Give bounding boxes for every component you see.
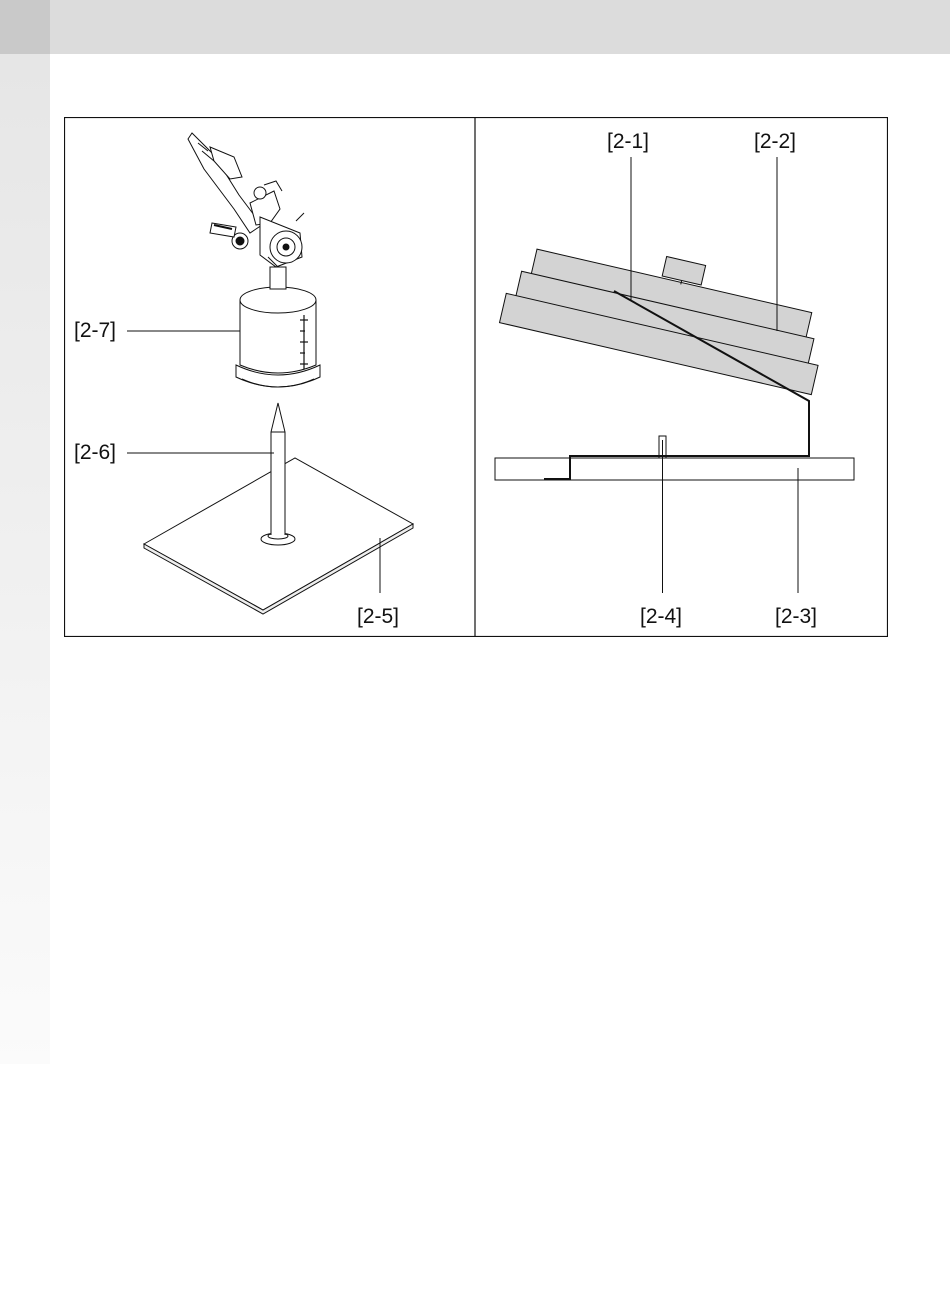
callout-2-7: [2-7] xyxy=(74,319,117,342)
base-bar xyxy=(495,458,854,480)
stand-rod xyxy=(271,403,285,535)
callout-2-4: [2-4] xyxy=(640,605,683,628)
figure-artwork xyxy=(64,117,888,637)
callout-2-3: [2-3] xyxy=(775,605,818,628)
callout-2-5: [2-5] xyxy=(357,605,400,628)
page-header-bar xyxy=(0,0,950,54)
page-side-strip xyxy=(0,54,50,1064)
callout-2-2: [2-2] xyxy=(754,130,797,153)
callout-2-1: [2-1] xyxy=(607,130,650,153)
figure-2 xyxy=(64,117,888,637)
cup-neck xyxy=(270,267,286,289)
callout-2-6: [2-6] xyxy=(74,441,117,464)
gun-knob-top xyxy=(254,187,266,199)
page-header-tab xyxy=(0,0,50,54)
cup-top xyxy=(240,287,316,313)
